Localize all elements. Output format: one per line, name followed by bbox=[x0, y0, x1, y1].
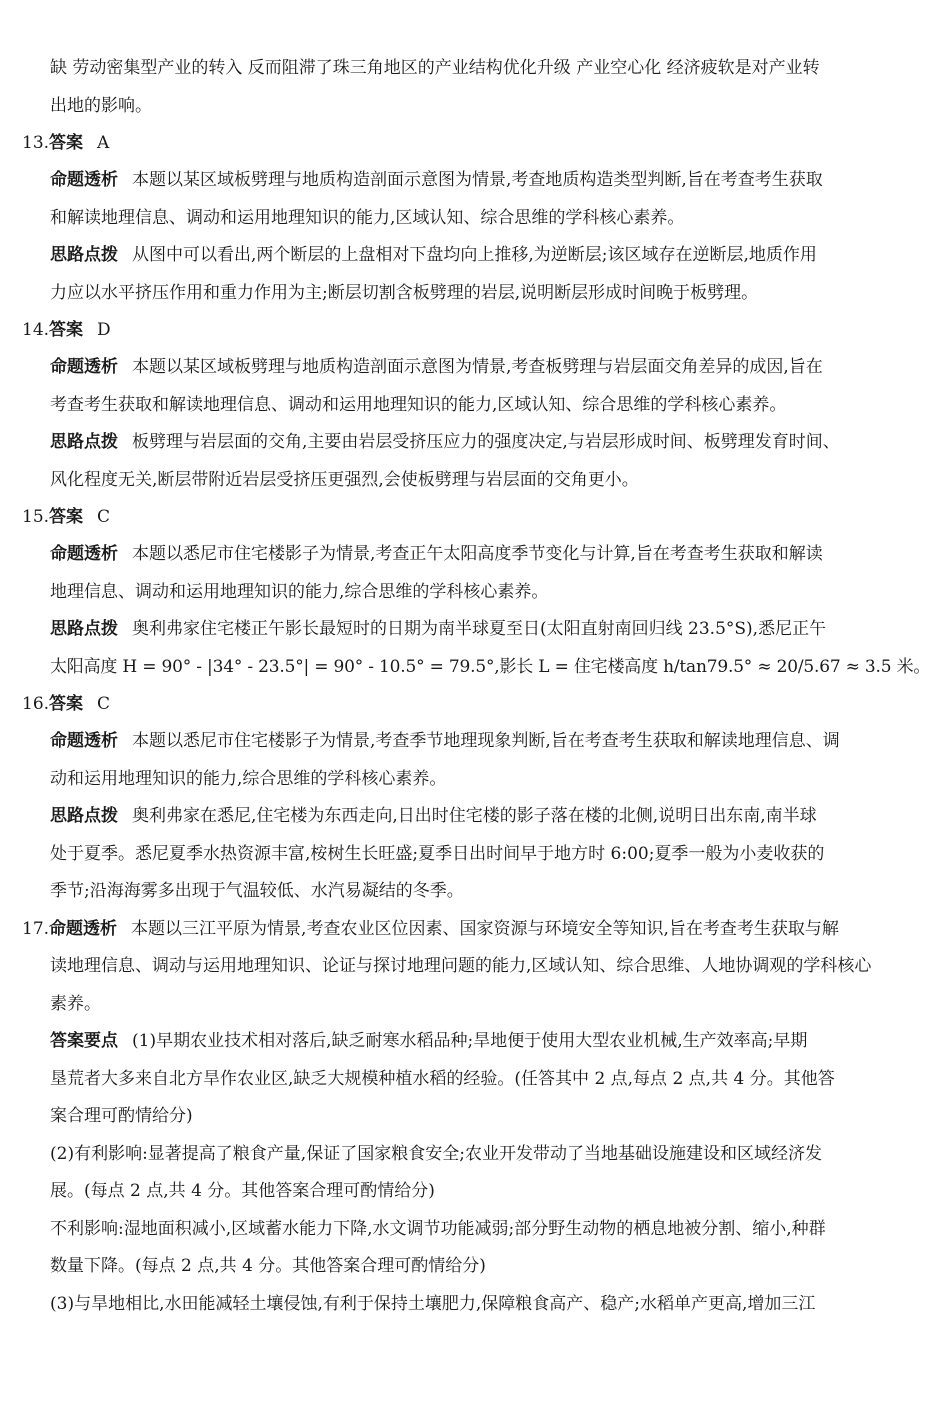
q13-analysis-line-2: 和解读地理信息、调动和运用地理知识的能力,区域认知、综合思维的学科核心素养。 bbox=[50, 208, 685, 228]
analysis-text: 本题以某区域板劈理与地质构造剖面示意图为情景,考查地质构造类型判断,旨在考查考生获取 bbox=[132, 170, 823, 190]
hint-label: 思路点拨 bbox=[50, 432, 118, 452]
analysis-text: 本题以悉尼市住宅楼影子为情景,考查季节地理现象判断,旨在考查考生获取和解读地理信息、调 bbox=[132, 731, 840, 751]
answer-value: D bbox=[97, 320, 111, 340]
analysis-label: 命题透析 bbox=[50, 731, 118, 751]
key-points-label: 答案要点 bbox=[50, 1031, 118, 1051]
q17-key-3-line-1: 不利影响:湿地面积减小,区域蓄水能力下降,水文调节功能减弱;部分野生动物的栖息地被分割、缩小,种群 bbox=[50, 1219, 826, 1239]
q16-analysis-line-1 bbox=[50, 723, 930, 760]
analysis-label: 命题透析 bbox=[50, 170, 118, 190]
analysis-label: 命题透析 bbox=[50, 544, 118, 564]
analysis-label: 命题透析 bbox=[49, 919, 118, 939]
q15-hint-line-1 bbox=[50, 611, 930, 648]
question-number: 16. bbox=[22, 694, 50, 714]
q15-answer-row bbox=[22, 499, 922, 536]
analysis-text: 本题以某区域板劈理与地质构造剖面示意图为情景,考查板劈理与岩层面交角差异的成因,旨在 bbox=[132, 357, 823, 377]
q17-analysis-line-2: 读地理信息、调动与运用地理知识、论证与探讨地理问题的能力,区域认知、综合思维、人地协调观的学科核心 bbox=[50, 956, 872, 976]
key-points-text: (1)早期农业技术相对落后,缺乏耐寒水稻品种;旱地便于使用大型农业机械,生产效率高;早期 bbox=[132, 1031, 808, 1051]
q17-key-2-line-1: (2)有利影响:显著提高了粮食产量,保证了国家粮食安全;农业开发带动了当地基础设施建设和区域经济发 bbox=[50, 1144, 822, 1164]
q16-hint-line-1 bbox=[50, 798, 930, 835]
q16-answer-row bbox=[22, 686, 922, 723]
analysis-text: 本题以三江平原为情景,考查农业区位因素、国家资源与环境安全等知识,旨在考查考生获取与解 bbox=[131, 919, 839, 939]
q15-hint-line-2: 太阳高度 H = 90° - |34° - 23.5°| = 90° - 10.5° = 79.5°,影长 L = 住宅楼高度 h/tan79.5° ≈ 20/5.67 ≈ 3.5 米。 bbox=[50, 657, 931, 677]
q13-analysis-line-1 bbox=[50, 162, 930, 199]
hint-text: 板劈理与岩层面的交角,主要由岩层受挤压应力的强度决定,与岩层形成时间、板劈理发育时间、 bbox=[132, 432, 840, 452]
hint-text: 奥利弗家住宅楼正午影长最短时的日期为南半球夏至日(太阳直射南回归线 23.5°S),悉尼正午 bbox=[132, 619, 827, 639]
q14-analysis-line-2: 考查考生获取和解读地理信息、调动和运用地理知识的能力,区域认知、综合思维的学科核心素养。 bbox=[50, 395, 787, 415]
q17-analysis-line-3: 素养。 bbox=[50, 994, 101, 1014]
q17-key-2-line-2: 展。(每点 2 点,共 4 分。其他答案合理可酌情给分) bbox=[50, 1181, 435, 1201]
question-number: 14. bbox=[22, 320, 50, 340]
q16-analysis-line-2: 动和运用地理知识的能力,综合思维的学科核心素养。 bbox=[50, 769, 447, 789]
q14-hint-line-1 bbox=[50, 424, 930, 461]
q14-answer-row bbox=[22, 312, 922, 349]
analysis-label: 命题透析 bbox=[50, 357, 118, 377]
q17-key-1-line-3: 案合理可酌情给分) bbox=[50, 1106, 193, 1126]
hint-label: 思路点拨 bbox=[50, 806, 118, 826]
hint-text: 奥利弗家在悉尼,住宅楼为东西走向,日出时住宅楼的影子落在楼的北侧,说明日出东南,南半球 bbox=[132, 806, 817, 826]
q16-hint-line-3: 季节;沿海海雾多出现于气温较低、水汽易凝结的冬季。 bbox=[50, 881, 464, 901]
q14-analysis-line-1 bbox=[50, 349, 930, 386]
q17-key-3-line-2: 数量下降。(每点 2 点,共 4 分。其他答案合理可酌情给分) bbox=[50, 1256, 486, 1276]
question-number: 13. bbox=[22, 133, 50, 153]
answer-value: C bbox=[97, 507, 111, 527]
q13-hint-line-1 bbox=[50, 237, 930, 274]
answer-label: 答案 bbox=[49, 694, 84, 714]
intro-line-1: 缺 劳动密集型产业的转入 反而阻滞了珠三角地区的产业结构优化升级 产业空心化 经济疲软是对产业转 bbox=[50, 58, 820, 78]
q17-key-1-line-1 bbox=[50, 1023, 930, 1060]
question-number: 15. bbox=[22, 507, 50, 527]
q13-answer-row bbox=[22, 125, 922, 162]
q15-analysis-line-2: 地理信息、调动和运用地理知识的能力,综合思维的学科核心素养。 bbox=[50, 582, 549, 602]
q17-key-1-line-2: 垦荒者大多来自北方旱作农业区,缺乏大规模种植水稻的经验。(任答其中 2 点,每点 2 点,共 4 分。其他答 bbox=[50, 1069, 835, 1089]
answer-value: A bbox=[97, 133, 110, 153]
q15-analysis-line-1 bbox=[50, 536, 930, 573]
hint-label: 思路点拨 bbox=[50, 619, 118, 639]
q16-hint-line-2: 处于夏季。悉尼夏季水热资源丰富,桉树生长旺盛;夏季日出时间早于地方时 6:00;夏季一般为小麦收获的 bbox=[50, 844, 825, 864]
answer-label: 答案 bbox=[49, 133, 84, 153]
q17-key-4-line-1: (3)与旱地相比,水田能减轻土壤侵蚀,有利于保持土壤肥力,保障粮食高产、稳产;水稻单产更高,增加三江 bbox=[50, 1294, 816, 1314]
q14-hint-line-2: 风化程度无关,断层带附近岩层受挤压更强烈,会使板劈理与岩层面的交角更小。 bbox=[50, 470, 639, 490]
answer-label: 答案 bbox=[49, 507, 84, 527]
question-number: 17. bbox=[22, 919, 50, 939]
q13-hint-line-2: 力应以水平挤压作用和重力作用为主;断层切割含板劈理的岩层,说明断层形成时间晚于板劈理。 bbox=[50, 283, 759, 303]
answer-label: 答案 bbox=[49, 320, 84, 340]
hint-label: 思路点拨 bbox=[50, 245, 118, 265]
q17-analysis-line-1 bbox=[22, 911, 930, 948]
intro-line-2: 出地的影响。 bbox=[50, 96, 152, 116]
analysis-text: 本题以悉尼市住宅楼影子为情景,考查正午太阳高度季节变化与计算,旨在考查考生获取和解读 bbox=[132, 544, 823, 564]
hint-text: 从图中可以看出,两个断层的上盘相对下盘均向上推移,为逆断层;该区域存在逆断层,地质作用 bbox=[132, 245, 817, 265]
answer-value: C bbox=[97, 694, 111, 714]
